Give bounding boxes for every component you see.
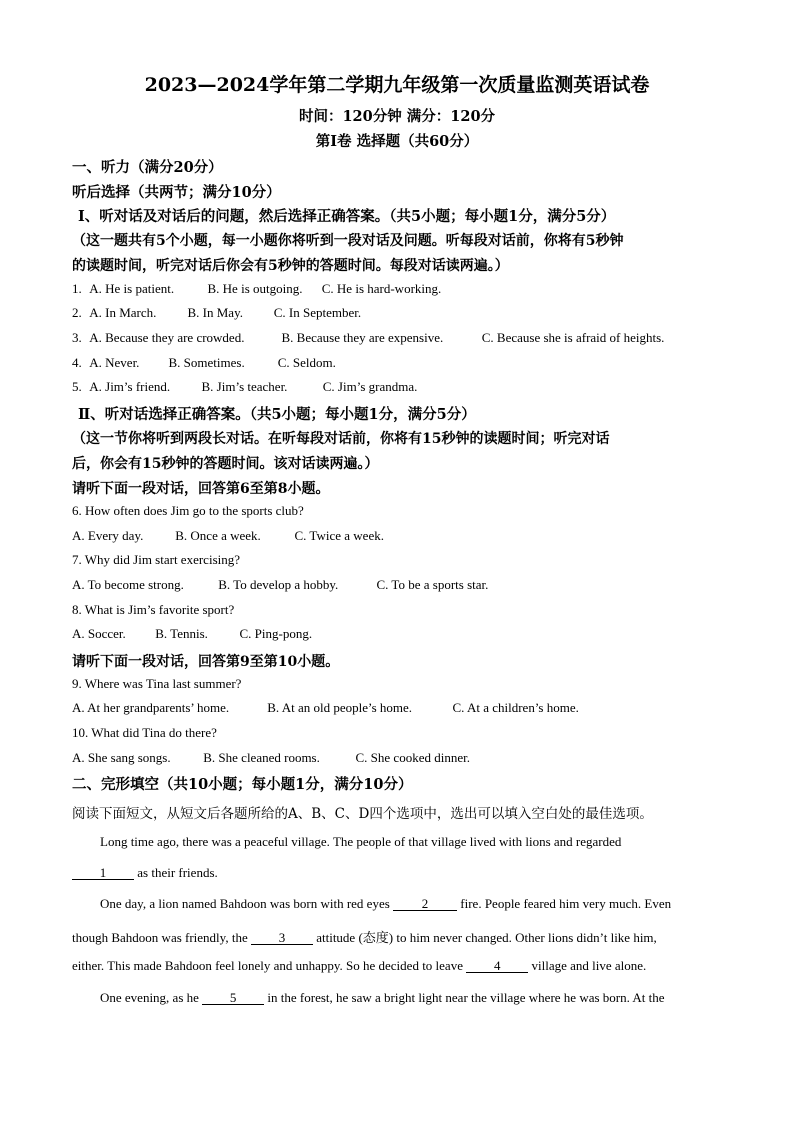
time-and-score: 时间：120分钟 满分：120分 (298, 108, 496, 125)
cloze-blank-3: 3 (251, 931, 313, 945)
section2-instruction-line1: （这一节你将听到两段长对话。在听每段对话前，你将有15秒钟的读题时间；听完对话 (72, 431, 610, 447)
exam-title: 2023—2024学年第二学期九年级第一次质量监测英语试卷 (144, 74, 650, 96)
cloze-paragraph1-line1: Long time ago, there was a peaceful village. The people of that village lived with lions and regarded (100, 834, 622, 849)
listening-heading: 一、听力（满分20分） (72, 159, 223, 176)
question-number: 3. (72, 330, 82, 345)
question-7-options (72, 577, 488, 593)
section1-instruction-line1: （这一题共有5个小题，每一小题你将听到一段对话及问题。听每段对话前，你将有5秒钟 (72, 233, 624, 249)
section1-instruction-line2: 的读题时间，听完对话后你会有5秒钟的答题时间。每段对话读两遍。） (72, 258, 509, 274)
cloze-paragraph2-line2 (72, 927, 657, 946)
section2-title: Ⅱ、听对话选择正确答案。（共5小题；每小题1分，满分5分） (78, 406, 476, 423)
option-c: C. Twice a week. (294, 528, 384, 543)
cloze-text: though Bahdoon was friendly, the (72, 930, 251, 945)
cloze-blank-4: 4 (466, 959, 528, 973)
option-b: B. Because they are expensive. (281, 330, 444, 345)
option-a: A. Never. (89, 355, 140, 370)
dialog2-prompt: 请听下面一段对话，回答第9至第10小题。 (72, 654, 340, 670)
option-c: C. In September. (273, 305, 362, 320)
option-c: C. At a children’s home. (452, 700, 579, 715)
question-7-stem: 7. Why did Jim start exercising? (72, 552, 241, 567)
section2-instruction-line2: 后，你会有15秒钟的答题时间。该对话读两遍。） (72, 456, 379, 472)
option-b: B. Jim’s teacher. (201, 379, 288, 394)
question-1 (72, 281, 441, 297)
option-b: B. In May. (187, 305, 243, 320)
option-b: B. To develop a hobby. (218, 577, 339, 592)
option-a: A. In March. (89, 305, 157, 320)
option-a: A. Because they are crowded. (89, 330, 245, 345)
question-6-options (72, 528, 384, 544)
option-a: A. Jim’s friend. (89, 379, 171, 394)
listening-sub-heading: 听后选择（共两节；满分10分） (72, 184, 281, 201)
cloze-text: attitude (态度) to him never changed. Other lions didn’t like him, (312, 930, 657, 945)
section1-title: Ⅰ、听对话及对话后的问题，然后选择正确答案。（共5小题；每小题1分，满分5分） (78, 208, 616, 225)
cloze-blank-2: 2 (393, 897, 457, 911)
option-b: B. At an old people’s home. (267, 700, 413, 715)
question-number: 1. (72, 281, 82, 296)
option-a: A. Every day. (72, 528, 144, 543)
question-2 (72, 305, 361, 321)
cloze-text: village and live alone. (528, 958, 647, 973)
option-c: C. To be a sports star. (376, 577, 489, 592)
question-3 (72, 330, 664, 346)
question-10-stem: 10. What did Tina do there? (72, 725, 217, 740)
question-number: 4. (72, 355, 82, 370)
option-a: A. She sang songs. (72, 750, 171, 765)
option-b: B. Tennis. (155, 626, 208, 641)
cloze-heading: 二、完形填空（共10小题；每小题1分，满分10分） (72, 776, 413, 793)
cloze-instruction: 阅读下面短文，从短文后各题所给的A、B、C、D四个选项中，选出可以填入空白处的最佳选项。 (72, 806, 653, 822)
question-9-options (72, 700, 579, 716)
cloze-text: One evening, as he (100, 990, 203, 1005)
cloze-blank-1: 1 (72, 866, 134, 880)
question-6-stem: 6. How often does Jim go to the sports club? (72, 503, 304, 518)
option-b: B. She cleaned rooms. (203, 750, 320, 765)
cloze-text: fire. People feared him very much. Even (457, 896, 672, 911)
question-8-options (72, 626, 312, 642)
question-number: 5. (72, 379, 82, 394)
dialog1-prompt: 请听下面一段对话，回答第6至第8小题。 (72, 481, 330, 497)
cloze-text: either. This made Bahdoon feel lonely and unhappy. So he decided to leave (72, 958, 467, 973)
question-4 (72, 355, 336, 371)
cloze-paragraph2-line3 (72, 958, 646, 974)
option-c: C. Because she is afraid of heights. (481, 330, 665, 345)
cloze-paragraph1-line2 (72, 865, 218, 881)
option-c: C. He is hard-working. (321, 281, 442, 296)
option-b: B. Sometimes. (168, 355, 245, 370)
option-c: C. Seldom. (277, 355, 336, 370)
option-b: B. Once a week. (175, 528, 261, 543)
option-a: A. He is patient. (89, 281, 175, 296)
option-c: C. She cooked dinner. (355, 750, 470, 765)
option-a: A. At her grandparents’ home. (72, 700, 230, 715)
option-b: B. He is outgoing. (207, 281, 303, 296)
cloze-blank-5: 5 (202, 991, 264, 1005)
cloze-text: as their friends. (134, 865, 218, 880)
cloze-text: One day, a lion named Bahdoon was born with red eyes (100, 896, 394, 911)
question-8-stem: 8. What is Jim’s favorite sport? (72, 602, 235, 617)
option-c: C. Ping-pong. (239, 626, 313, 641)
cloze-paragraph3-line1 (100, 990, 665, 1006)
option-a: A. To become strong. (72, 577, 184, 592)
option-a: A. Soccer. (72, 626, 126, 641)
question-9-stem: 9. Where was Tina last summer? (72, 676, 242, 691)
option-c: C. Jim’s grandma. (322, 379, 418, 394)
question-5 (72, 379, 417, 395)
cloze-paragraph2-line1 (100, 896, 671, 912)
part-title: 第I卷 选择题（共60分） (315, 133, 479, 150)
cloze-text: in the forest, he saw a bright light near the village where he was born. At the (264, 990, 665, 1005)
question-10-options (72, 750, 470, 766)
question-number: 2. (72, 305, 82, 320)
